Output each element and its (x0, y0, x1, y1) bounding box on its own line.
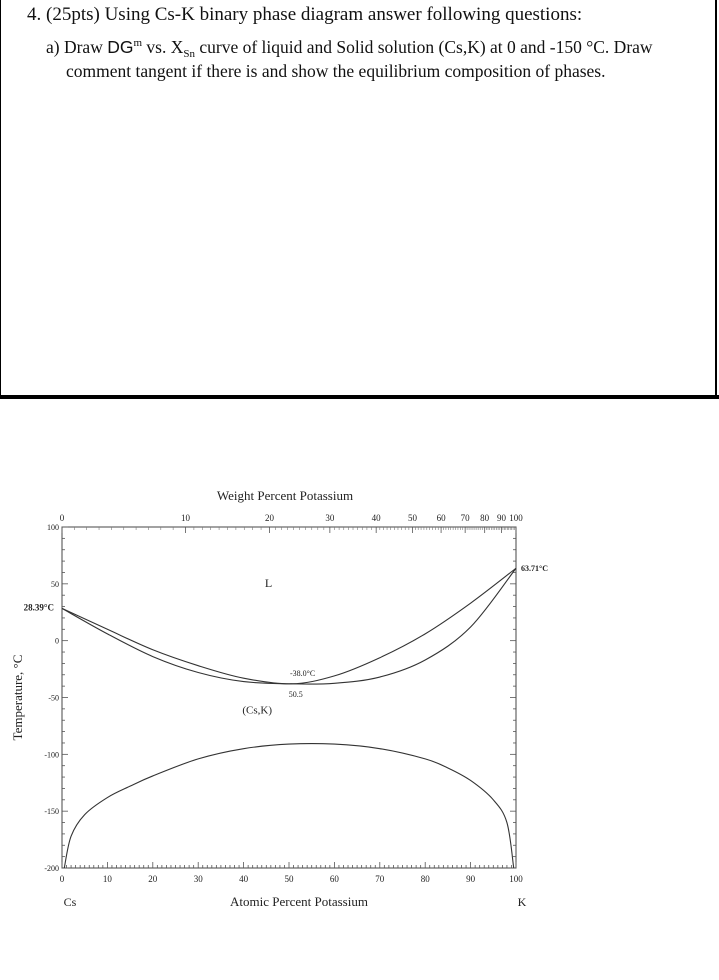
bottom-tick-label: 20 (148, 874, 158, 884)
delta-g-symbol: DG (107, 37, 134, 57)
phase-diagram (0, 480, 719, 920)
page-divider (0, 395, 719, 399)
bottom-tick-label: 80 (420, 874, 430, 884)
top-axis-title: Weight Percent Potassium (216, 488, 354, 503)
bottom-tick-label: 100 (509, 874, 523, 884)
y-tick-label: -200 (44, 864, 59, 873)
liquid-region-label: L (264, 576, 273, 591)
bottom-tick-label: 50 (284, 874, 294, 884)
cs-melting-label: 28.39°C (23, 602, 54, 613)
solidus-curve (62, 568, 516, 684)
bottom-tick-label: 10 (102, 874, 112, 884)
top-tick-label: 20 (264, 513, 274, 523)
top-tick-label: 40 (371, 513, 381, 523)
bottom-tick-label: 60 (329, 874, 339, 884)
question-title: 4. (25pts) Using Cs-K binary phase diagram answer following questions: (27, 4, 583, 25)
element-label-k: K (517, 895, 527, 909)
top-tick-label: 70 (460, 513, 470, 523)
top-tick-label: 0 (59, 513, 65, 523)
top-tick-label: 80 (480, 513, 490, 523)
bottom-tick-label: 70 (375, 874, 385, 884)
minimum-composition-label: 50.5 (288, 689, 303, 699)
part-a-rest: curve of liquid and Solid solution (Cs,K) at 0 and -150 °C. Draw (194, 37, 653, 57)
bottom-tick-label: 30 (193, 874, 203, 884)
y-axis-title: Temperature, °C (10, 654, 25, 741)
y-tick-label: -150 (44, 807, 59, 817)
top-tick-label: 90 (496, 513, 506, 523)
delta-g-superscript: m (133, 37, 143, 49)
x-axis-title: Atomic Percent Potassium (230, 894, 368, 909)
x-subscript: Sn (183, 48, 195, 60)
top-tick-label: 50 (407, 513, 417, 523)
y-tick-label: -100 (44, 750, 59, 760)
bottom-tick-label: 40 (239, 874, 249, 884)
y-tick-label: 50 (51, 579, 59, 589)
y-tick-label: 0 (55, 636, 59, 646)
part-a-prefix: a) Draw (46, 37, 108, 57)
bottom-tick-label: 0 (59, 874, 65, 884)
k-melting-label: 63.71°C (521, 564, 548, 574)
solid-solution-label: (Cs,K) (242, 704, 273, 717)
element-label-cs: Cs (63, 895, 77, 909)
top-tick-label: 10 (180, 513, 190, 523)
question-part-a-line2: comment tangent if there is and show the equilibrium composition of phases. (66, 61, 606, 81)
part-a-vs: vs. X (142, 37, 184, 57)
question-part-a-line1 (46, 37, 653, 60)
liquidus-curve (62, 568, 516, 684)
miscibility_gap-curve (64, 744, 513, 868)
y-tick-label: -50 (48, 693, 59, 703)
minimum-temperature-label: -38.0°C (290, 668, 316, 678)
top-tick-label: 30 (325, 513, 335, 523)
top-tick-label: 60 (436, 513, 446, 523)
bottom-tick-label: 90 (466, 874, 476, 884)
y-tick-label: 100 (47, 523, 59, 532)
top-tick-label: 100 (509, 513, 523, 523)
